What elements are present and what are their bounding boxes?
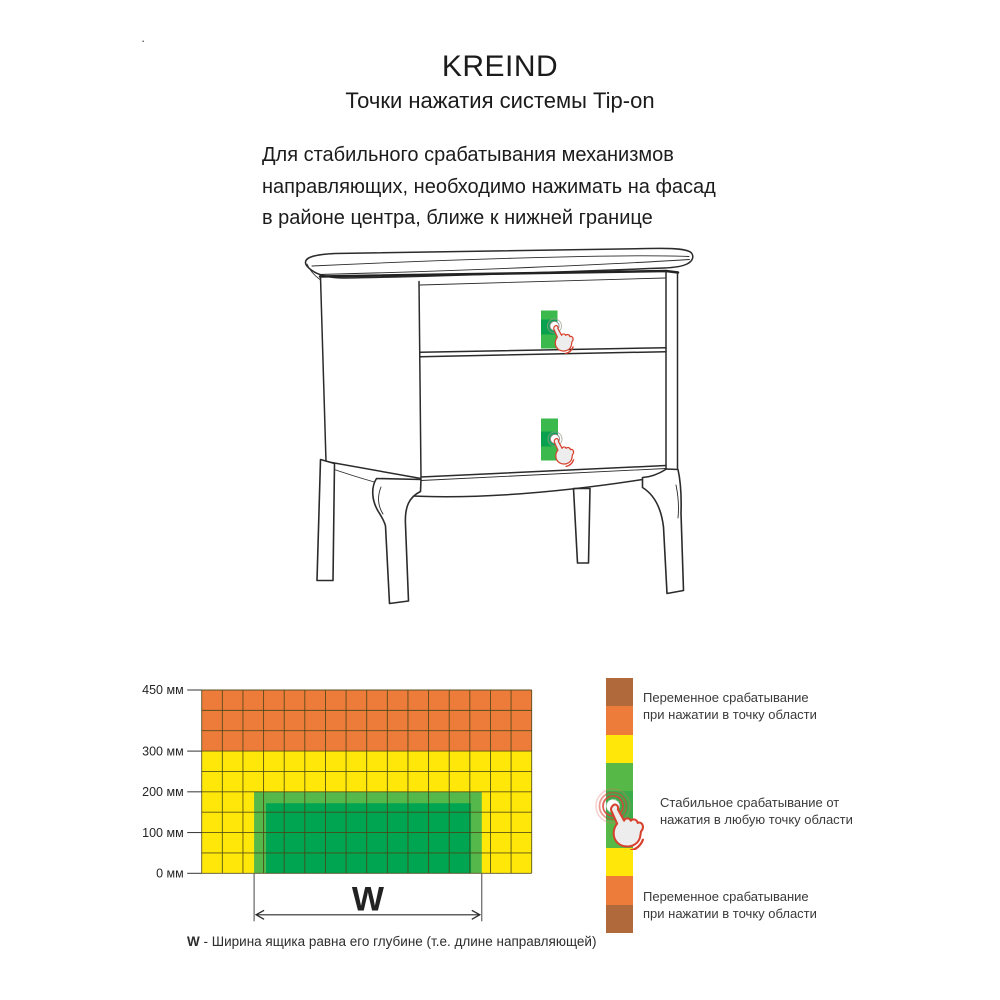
- zone-stable-response-core: [266, 803, 471, 873]
- legend-line: при нажатии в точку области: [643, 706, 817, 722]
- tipon-point-bottom-drawer: [541, 419, 575, 467]
- legend-bar-segment: [606, 876, 633, 904]
- description-line: Для стабильного срабатывания механизмов: [262, 144, 674, 166]
- pressure-chart: [140, 660, 600, 960]
- caption-text: - Ширина ящика равна его глубине (т.е. длине направляющей): [199, 934, 597, 949]
- leg-front-left: [373, 479, 421, 604]
- furniture-illustration: [280, 235, 720, 625]
- front-rail: [402, 469, 666, 497]
- description-line: в районе центра, ближе к нижней границе: [262, 207, 653, 229]
- legend-bar-segment: [606, 735, 633, 763]
- tap-hand-icon: [608, 804, 646, 850]
- drawer-bottom-edge: [421, 466, 666, 478]
- leg-front-right: [643, 469, 684, 594]
- caption-symbol: W: [187, 934, 200, 949]
- description-text: [262, 140, 762, 235]
- y-tick-label: 0 мм: [156, 866, 184, 881]
- y-tick-label: 450 мм: [142, 683, 184, 698]
- legend-item-variable-top: [643, 690, 817, 723]
- legend-line: нажатия в любую точку области: [660, 811, 853, 827]
- description-line: направляющих, необходимо нажимать на фасад: [262, 175, 716, 198]
- legend-line: Стабильное срабатывание от: [660, 795, 840, 810]
- legend-bar-segment: [606, 678, 633, 706]
- legend-item-stable: [660, 795, 853, 828]
- artifact-dot: ·: [141, 33, 146, 48]
- legend-bar-segment: [606, 905, 633, 933]
- page-subtitle: Точки нажатия системы Tip-on: [345, 88, 655, 113]
- chart-caption: [187, 934, 596, 949]
- legend-touch-icon: [578, 770, 663, 850]
- dimension-label: W: [351, 880, 384, 919]
- cabinet-carcass: [321, 272, 678, 483]
- page-title: KREIND: [441, 50, 559, 83]
- leg-back-right: [574, 489, 591, 564]
- legend-line: при нажатии в точку области: [643, 905, 817, 921]
- legend-line: Переменное срабатывание: [643, 889, 809, 904]
- cabinet-top: [305, 248, 692, 279]
- legend-bar-segment: [606, 706, 633, 734]
- legend-line: Переменное срабатывание: [643, 690, 809, 705]
- tipon-point-top-drawer: [541, 311, 575, 354]
- legend-bar-segment: [606, 848, 633, 876]
- y-tick-label: 100 мм: [142, 825, 184, 840]
- y-tick-label: 300 мм: [142, 744, 184, 759]
- legend-item-variable-bottom: [643, 889, 817, 922]
- leg-back-left: [317, 460, 335, 581]
- y-tick-label: 200 мм: [142, 785, 184, 800]
- drawer-divider-line: [421, 352, 667, 357]
